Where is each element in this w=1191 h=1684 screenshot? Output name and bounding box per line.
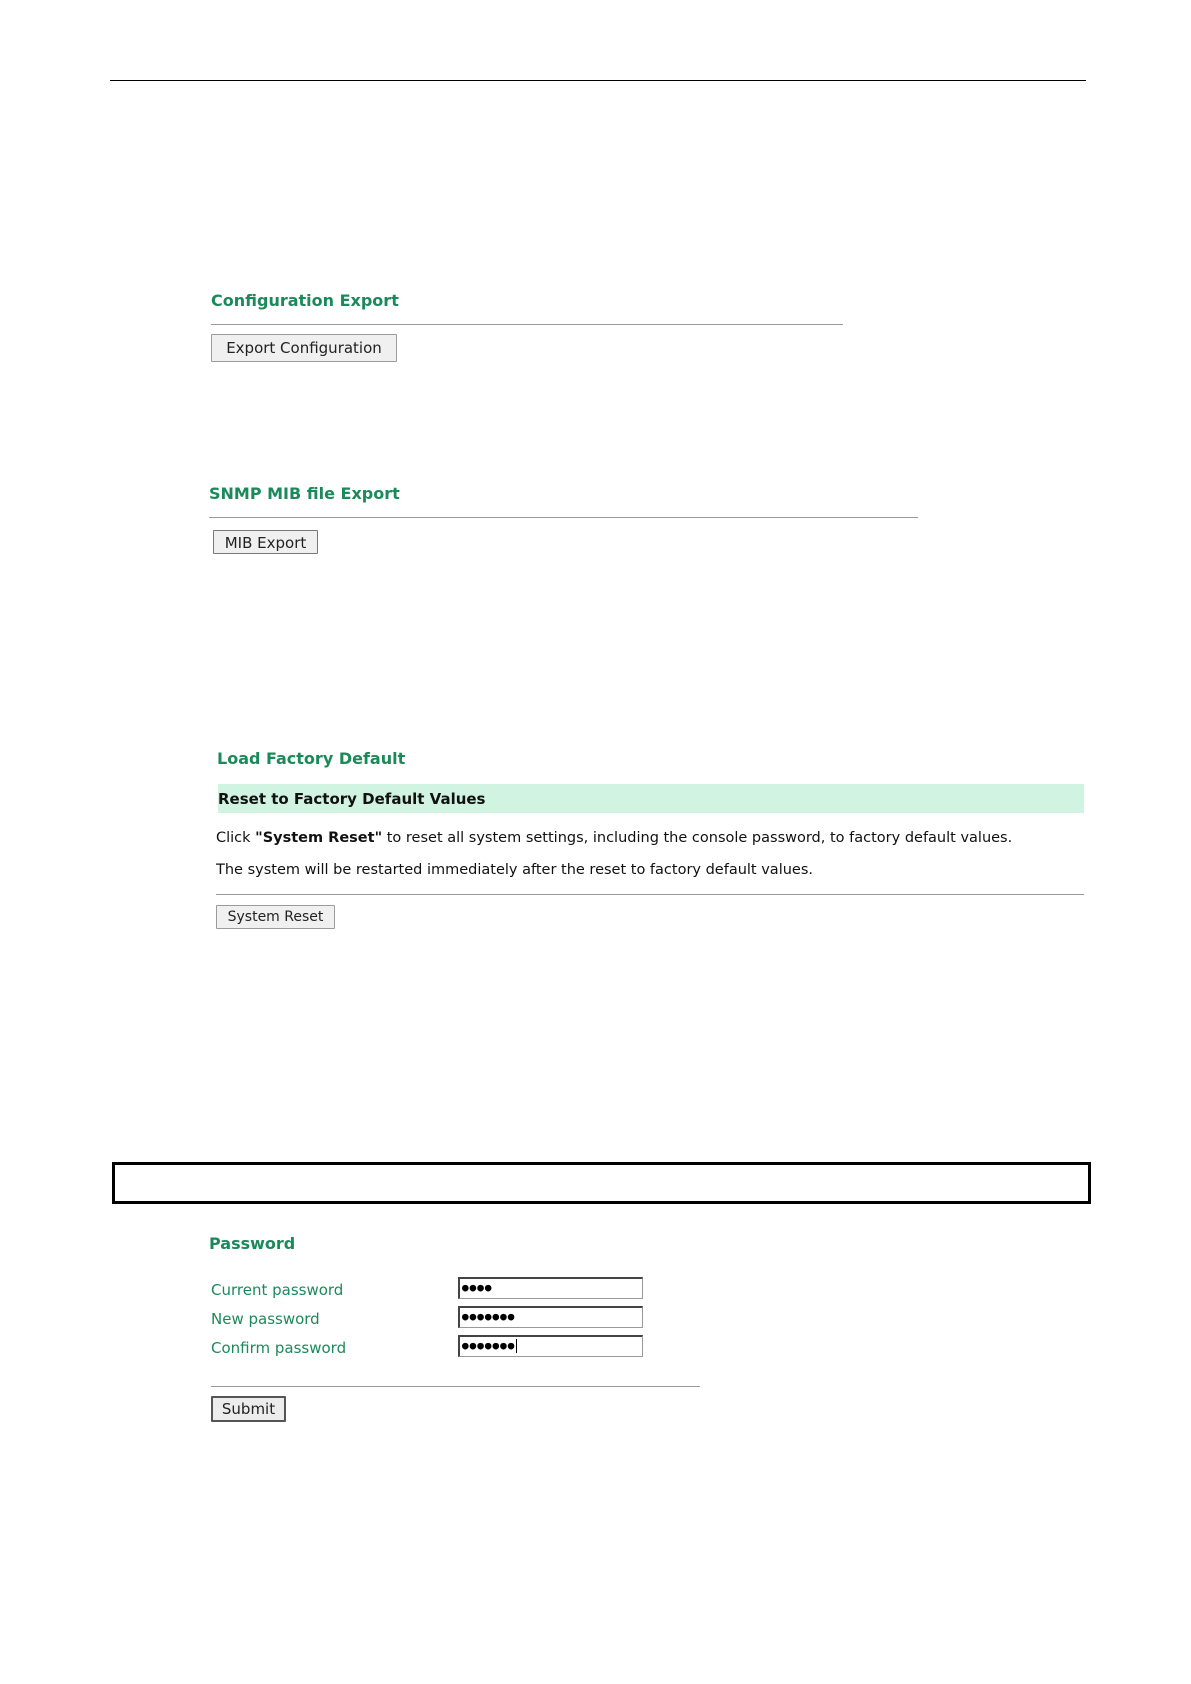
snmp-export-divider [209,517,918,518]
export-configuration-button[interactable]: Export Configuration [211,334,397,362]
confirm-password-value: ●●●●●●● [462,1339,516,1352]
factory-default-divider [216,894,1084,895]
desc-suffix: to reset all system settings, including the console password, to factory default values. [382,830,1013,846]
current-password-input[interactable] [458,1277,643,1299]
factory-default-description-1 [216,830,1012,846]
config-export-title: Configuration Export [211,291,399,310]
page-top-rule [110,80,1086,81]
factory-default-description-2: The system will be restarted immediately after the reset to factory default values. [216,862,813,878]
factory-default-title: Load Factory Default [217,749,406,768]
desc-prefix: Click [216,830,256,846]
new-password-label: New password [211,1310,320,1328]
snmp-export-title: SNMP MIB file Export [209,484,400,503]
desc-bold: "System Reset" [255,830,383,846]
submit-button[interactable]: Submit [211,1396,286,1422]
new-password-input[interactable] [458,1306,643,1328]
new-password-value: ●●●●●●● [462,1310,516,1323]
confirm-password-input[interactable] [458,1335,643,1357]
password-title: Password [209,1234,296,1253]
section-frame-box [112,1162,1091,1204]
current-password-label: Current password [211,1281,344,1299]
factory-default-banner-text: Reset to Factory Default Values [218,790,486,808]
text-caret [516,1339,517,1353]
system-reset-button[interactable]: System Reset [216,905,335,929]
confirm-password-label: Confirm password [211,1339,347,1357]
mib-export-button[interactable]: MIB Export [213,530,318,554]
password-divider [211,1386,700,1387]
current-password-value: ●●●● [462,1281,493,1294]
config-export-divider [211,324,843,325]
